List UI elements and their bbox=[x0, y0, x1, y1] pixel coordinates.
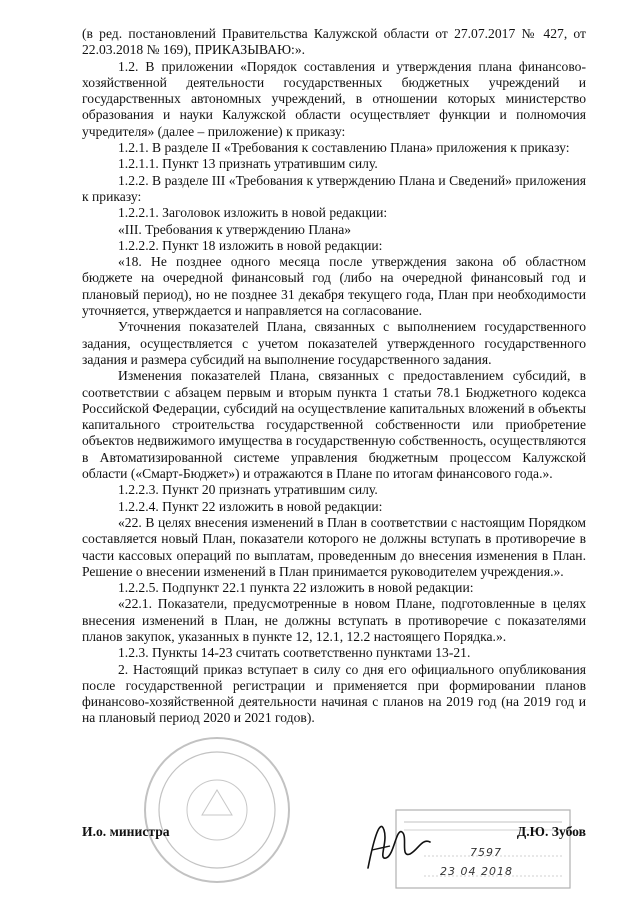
paragraph: «22.1. Показатели, предусмотренные в новом Плане, подготовленные в целях внесения изменений в План, не должны вступать в противоречие с показателями планов закупок, указанных в пункте 12, 12.1, 12.2 настоящего Порядка.». bbox=[82, 596, 586, 644]
paragraph: 1.2.2.4. Пункт 22 изложить в новой редакции: bbox=[118, 498, 383, 514]
handwritten-signature bbox=[360, 808, 440, 878]
signatory-position: И.о. министра bbox=[82, 824, 170, 839]
paragraph: 1.2.1. В разделе II «Требования к составлению Плана» приложения к приказу: bbox=[118, 140, 570, 156]
paragraph: 1.2.2. В разделе III «Требования к утверждению Плана и Сведений» приложения к приказу: bbox=[82, 172, 586, 204]
paragraph: 2. Настоящий приказ вступает в силу со дня его официального опубликования после государственной регистрации и применяется при формировании планов финансово-хозяйственной деятельности начиная с планов на 2019 год (на 2019 год и на плановый период 2020 и 2021 годов). bbox=[82, 661, 586, 726]
paragraph: «III. Требования к утверждению Плана» bbox=[118, 221, 352, 237]
paragraph: 1.2.2.5. Подпункт 22.1 пункта 22 изложить в новой редакции: bbox=[118, 580, 474, 596]
paragraph: 1.2.3. Пункты 14-23 считать соответственно пунктами 13-21. bbox=[118, 645, 471, 661]
paragraph: 1.2.2.1. Заголовок изложить в новой редакции: bbox=[118, 205, 388, 221]
signatory-name: Д.Ю. Зубов bbox=[516, 824, 586, 839]
registration-date: 23 04 2018 bbox=[440, 865, 513, 878]
document-body bbox=[82, 26, 586, 727]
paragraph: 1.2. В приложении «Порядок составления и утверждения плана финансово-хозяйственной деятельности государственных бюджетных учреждений и государственных автономных учреждений, в отношении которых министерство образования и науки Калужской области осуществляет функции и полномочия учредителя» (далее – приложение) к приказу: bbox=[82, 58, 586, 139]
paragraph: 1.2.2.3. Пункт 20 признать утратившим силу. bbox=[118, 482, 378, 498]
registration-number: 7597 bbox=[470, 846, 502, 859]
official-seal bbox=[142, 735, 292, 885]
paragraph: (в ред. постановлений Правительства Калужской области от 27.07.2017 № 427, от 22.03.2018 № 169), ПРИКАЗЫВАЮ:». bbox=[82, 26, 586, 58]
paragraph: «18. Не позднее одного месяца после утверждения закона об областном бюджете на очередной финансовый год (либо на очередной финансовый год и плановый период), но не позднее 31 декабря текущего года, План при необходимости уточняется, утверждается и направляется на согласование. bbox=[82, 254, 586, 319]
paragraph: «22. В целях внесения изменений в План в соответствии с настоящим Порядком составляется новый План, показатели которого не должны вступать в противоречие в части кассовых операций по выплатам, проведенным до внесения изменения в План. Решение о внесении изменений в План принимается руководителем учреждения.». bbox=[82, 514, 586, 579]
paragraph: 1.2.1.1. Пункт 13 признать утратившим силу. bbox=[118, 156, 378, 172]
paragraph: Изменения показателей Плана, связанных с предоставлением субсидий, в соответствии с абзацем первым и вторым пункта 1 статьи 78.1 Бюджетного кодекса Российской Федерации, субсидий на осуществление капитальных вложений в объекты капитального строительства государственной собственности или приобретение объектов недвижимого имущества в государственную собственность, осуществляются в Автоматизированной системе управления бюджетным процессом Калужской области («Смарт-Бюджет») и отражаются в Плане по итогам финансового года.». bbox=[82, 368, 586, 482]
signature-row bbox=[82, 824, 586, 846]
paragraph: Уточнения показателей Плана, связанных с выполнением государственного задания, осуществляется с учетом показателей утвержденного государственного задания и размера субсидий на выполнение государственного задания. bbox=[82, 319, 586, 367]
paragraph: 1.2.2.2. Пункт 18 изложить в новой редакции: bbox=[118, 237, 383, 253]
